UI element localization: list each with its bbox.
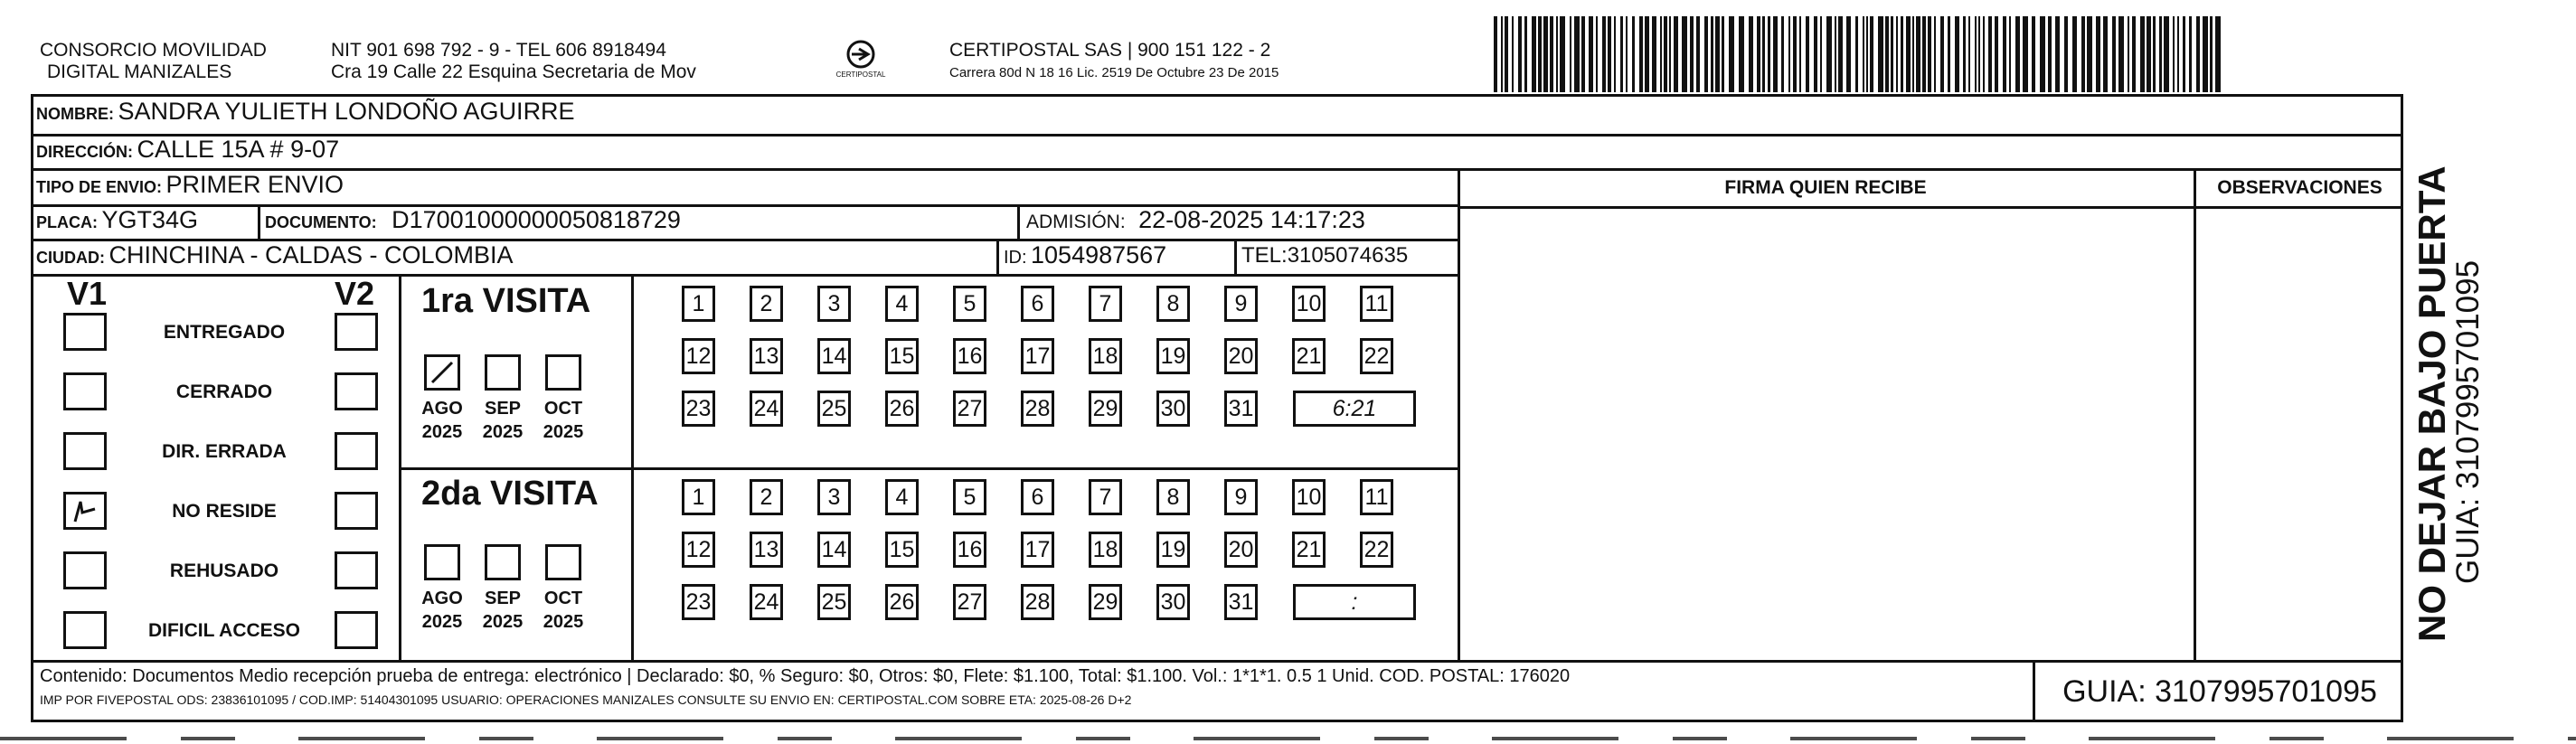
barcode-bar: [1524, 16, 1527, 92]
barcode-bar: [1793, 16, 1797, 92]
year-label: 2025: [421, 612, 463, 632]
barcode-bar: [1501, 16, 1503, 92]
day-box[interactable]: 4: [885, 286, 919, 322]
barcode-bar: [1589, 16, 1593, 92]
side-guia: GUIA: 3107995701095: [2450, 259, 2486, 584]
month-label: OCT: [543, 589, 583, 608]
day-box[interactable]: 13: [750, 532, 783, 568]
barcode-bar: [2210, 16, 2213, 92]
barcode-bar: [1532, 16, 1536, 92]
barcode-bar: [1781, 16, 1784, 92]
day-box[interactable]: 31: [1224, 584, 1258, 620]
day-box[interactable]: 7: [1089, 286, 1122, 322]
day-box[interactable]: 19: [1156, 532, 1190, 568]
day-box[interactable]: 18: [1089, 338, 1122, 374]
day-box[interactable]: 3: [817, 479, 851, 515]
barcode-bar: [2103, 16, 2108, 92]
day-box[interactable]: 22: [1360, 532, 1393, 568]
day-box[interactable]: 25: [817, 391, 851, 427]
barcode-bar: [1768, 16, 1770, 92]
barcode-bar: [2048, 16, 2052, 92]
barcode-bar: [1749, 16, 1753, 92]
barcode-bar: [2132, 16, 2136, 92]
barcode-bar: [2112, 16, 2116, 92]
barcode-bar: [1963, 16, 1966, 92]
month-checkbox[interactable]: [485, 544, 521, 580]
day-box[interactable]: 6: [1021, 286, 1054, 322]
day-box[interactable]: 11: [1360, 479, 1393, 515]
year-label: 2025: [482, 612, 524, 632]
barcode-bar: [1891, 16, 1893, 92]
ciudad-label: CIUDAD:: [36, 249, 105, 267]
day-box[interactable]: 29: [1089, 584, 1122, 620]
barcode-bar: [1975, 16, 1977, 92]
certipostal-logo: [832, 36, 890, 87]
barcode-bar: [1866, 16, 1868, 92]
courier-address: Carrera 80d N 18 16 Lic. 2519 De Octubre 23 De 2015: [949, 65, 1279, 80]
day-box[interactable]: 15: [885, 338, 919, 374]
barcode-bar: [1645, 16, 1649, 92]
barcode-bar: [2081, 16, 2085, 92]
day-box[interactable]: 12: [682, 532, 715, 568]
v2-checkbox[interactable]: [335, 492, 378, 530]
tel-cell: [1241, 243, 1408, 268]
barcode-bar: [2072, 16, 2077, 92]
barcode-bar: [2173, 16, 2175, 92]
year-label: 2025: [421, 422, 463, 442]
barcode-bar: [1940, 16, 1944, 92]
tel-value: 3105074635: [1287, 243, 1409, 268]
barcode-bar: [1806, 16, 1809, 92]
day-box[interactable]: 9: [1224, 286, 1258, 322]
barcode-bar: [1632, 16, 1635, 92]
day-box[interactable]: 13: [750, 338, 783, 374]
day-box[interactable]: 14: [817, 338, 851, 374]
day-box[interactable]: 23: [682, 391, 715, 427]
time-box[interactable]: :: [1293, 584, 1416, 620]
visit2-title: 2da VISITA: [421, 475, 599, 513]
barcode-bar: [2196, 16, 2200, 92]
month-checkbox[interactable]: [485, 354, 521, 391]
day-box[interactable]: 26: [885, 391, 919, 427]
v2-header: V2: [335, 275, 375, 312]
barcode-bar: [1863, 16, 1864, 92]
barcode-bar: [1602, 16, 1606, 92]
barcode-bar: [1660, 16, 1662, 92]
month-label: SEP: [484, 589, 522, 608]
tipo-value: PRIMER ENVIO: [165, 171, 344, 198]
documento-label: DOCUMENTO:: [265, 213, 377, 231]
barcode-bar: [1652, 16, 1656, 92]
barcode-bar: [1885, 16, 1889, 92]
v1-checkbox[interactable]: [63, 611, 107, 649]
barcode-bar: [1690, 16, 1694, 92]
barcode-bar: [2118, 16, 2124, 92]
barcode-bar: [1762, 16, 1765, 92]
barcode-bar: [1916, 16, 1920, 92]
admision-value: 22-08-2025 14:17:23: [1138, 206, 1365, 233]
barcode-bar: [1838, 16, 1843, 92]
day-box[interactable]: 24: [750, 391, 783, 427]
day-box[interactable]: 15: [885, 532, 919, 568]
placa-label: PLACA:: [36, 213, 98, 231]
barcode-bar: [2096, 16, 2100, 92]
barcode-bar: [1878, 16, 1883, 92]
barcode-bar: [1711, 16, 1713, 92]
day-box[interactable]: 8: [1156, 286, 1190, 322]
day-box[interactable]: 18: [1089, 532, 1122, 568]
direccion-row: [36, 136, 339, 164]
courier-name: CERTIPOSTAL SAS | 900 151 122 - 2: [949, 40, 1271, 61]
barcode-bar: [1814, 16, 1817, 92]
month-label: AGO: [421, 399, 463, 419]
day-box[interactable]: 21: [1292, 338, 1326, 374]
barcode-bar: [1614, 16, 1616, 92]
barcode-bar: [1773, 16, 1778, 92]
month-label: SEP: [484, 399, 522, 419]
barcode-bar: [1722, 16, 1724, 92]
day-box[interactable]: 29: [1089, 391, 1122, 427]
day-box[interactable]: 20: [1224, 532, 1258, 568]
barcode-bar: [1955, 16, 1959, 92]
observaciones-label: OBSERVACIONES: [2217, 177, 2383, 198]
barcode-bar: [1505, 16, 1508, 92]
barcode-bar: [1639, 16, 1643, 92]
barcode-bar: [1543, 16, 1548, 92]
day-box[interactable]: 10: [1292, 286, 1326, 322]
barcode: [1494, 16, 2224, 92]
id-value: 1054987567: [1031, 241, 1167, 268]
day-box[interactable]: 1: [682, 479, 715, 515]
barcode-bar: [1581, 16, 1585, 92]
barcode-bar: [1518, 16, 1522, 92]
barcode-bar: [1696, 16, 1700, 92]
day-box[interactable]: 17: [1021, 532, 1054, 568]
id-label: ID:: [1004, 248, 1027, 268]
company-address: Cra 19 Calle 22 Esquina Secretaria de Mov: [331, 61, 696, 82]
day-box[interactable]: 14: [817, 532, 851, 568]
v2-checkbox[interactable]: [335, 432, 378, 470]
day-box[interactable]: 17: [1021, 338, 1054, 374]
barcode-bar: [1570, 16, 1571, 92]
v2-checkbox[interactable]: [335, 611, 378, 649]
barcode-bar: [1928, 16, 1931, 92]
day-box[interactable]: 23: [682, 584, 715, 620]
tel-label: TEL:: [1241, 243, 1288, 268]
barcode-bar: [1855, 16, 1858, 92]
barcode-bar: [1556, 16, 1558, 92]
day-box[interactable]: 4: [885, 479, 919, 515]
barcode-bar: [1739, 16, 1744, 92]
barcode-bar: [2055, 16, 2060, 92]
barcode-bar: [1870, 16, 1873, 92]
barcode-bar: [2023, 16, 2028, 92]
barcode-bar: [1626, 16, 1628, 92]
status-option-label: NO RESIDE: [172, 501, 277, 522]
v2-checkbox[interactable]: [335, 372, 378, 410]
month-checkbox[interactable]: [545, 354, 581, 391]
company-name: [40, 40, 267, 83]
day-box[interactable]: 6: [1021, 479, 1054, 515]
barcode-bar: [1934, 16, 1936, 92]
barcode-bar: [1983, 16, 1985, 92]
company-details: [331, 40, 696, 83]
barcode-bar: [1968, 16, 1970, 92]
documento-value: D17001000000050818729: [392, 206, 681, 233]
tipo-label: TIPO DE ENVIO:: [36, 178, 163, 196]
v2-checkbox[interactable]: [335, 551, 378, 589]
month-checkbox[interactable]: [545, 544, 581, 580]
barcode-bar: [2159, 16, 2162, 92]
barcode-bar: [1560, 16, 1565, 92]
bottom-edge-strokes: [0, 737, 2576, 740]
day-box[interactable]: 9: [1224, 479, 1258, 515]
time-box[interactable]: 6:21: [1293, 391, 1416, 427]
barcode-bar: [1669, 16, 1671, 92]
barcode-bar: [2203, 16, 2208, 92]
barcode-bar: [2064, 16, 2068, 92]
status-option-label: REHUSADO: [169, 560, 279, 581]
barcode-bar: [2189, 16, 2192, 92]
barcode-bar: [1912, 16, 1914, 92]
day-box[interactable]: 12: [682, 338, 715, 374]
ciudad-cell: [36, 241, 514, 269]
day-box[interactable]: 27: [953, 584, 986, 620]
day-box[interactable]: 19: [1156, 338, 1190, 374]
day-box[interactable]: 31: [1224, 391, 1258, 427]
tipo-row: [36, 171, 344, 199]
barcode-bar: [2087, 16, 2092, 92]
company-line-2: DIGITAL MANIZALES: [47, 61, 232, 82]
direccion-label: DIRECCIÓN:: [36, 143, 133, 161]
month-label: OCT: [543, 399, 583, 419]
company-line-1: CONSORCIO MOVILIDAD: [40, 40, 267, 61]
barcode-bar: [1835, 16, 1836, 92]
direccion-value: CALLE 15A # 9-07: [137, 136, 340, 163]
barcode-bar: [1846, 16, 1851, 92]
footer-guia: GUIA: 3107995701095: [2062, 674, 2377, 709]
admision-label: ADMISIÓN:: [1026, 212, 1126, 232]
day-box[interactable]: 16: [953, 338, 986, 374]
barcode-bar: [1788, 16, 1790, 92]
barcode-bar: [2215, 16, 2221, 92]
barcode-bar: [1995, 16, 1998, 92]
barcode-bar: [1820, 16, 1822, 92]
barcode-bar: [1826, 16, 1832, 92]
barcode-bar: [1988, 16, 1992, 92]
barcode-bar: [1538, 16, 1542, 92]
placa-value: YGT34G: [101, 206, 198, 233]
v2-checkbox[interactable]: [335, 313, 378, 351]
barcode-bar: [2177, 16, 2179, 92]
side-notice: [2412, 136, 2485, 642]
day-box[interactable]: 21: [1292, 532, 1326, 568]
barcode-bar: [1682, 16, 1687, 92]
barcode-bar: [2140, 16, 2145, 92]
month-checkbox[interactable]: [424, 354, 460, 391]
barcode-bar: [2040, 16, 2045, 92]
footer-imp: IMP POR FIVEPOSTAL ODS: 23836101095 / COD.IMP: 51404301095 USUARIO: OPERACIONES MANIZALES CONSULTE SU ENVIO EN: CERTIPOSTAL.COM SOBRE ETA: 2025-08-26 D+2: [40, 692, 1132, 707]
barcode-bar: [2015, 16, 2020, 92]
footer-contenido: Contenido: Documentos Medio recepción prueba de entrega: electrónico | Declarado: $0, % Seguro: $0, Otros: $0, Flete: $1.100, Total: $1.100. Vol.: 1*1*1. 0.5 1 Unid. COD. POSTAL: 176020: [40, 666, 1571, 686]
status-option-label: DIFICIL ACCESO: [147, 620, 300, 641]
v1-header: V1: [67, 275, 108, 312]
day-box[interactable]: 24: [750, 584, 783, 620]
admision-cell: [1026, 206, 1365, 234]
barcode-bar: [1906, 16, 1911, 92]
day-box[interactable]: 20: [1224, 338, 1258, 374]
status-option-label: DIR. ERRADA: [162, 441, 287, 462]
barcode-bar: [2164, 16, 2169, 92]
status-option-label: CERRADO: [175, 381, 273, 402]
firma-label: FIRMA QUIEN RECIBE: [1724, 177, 1927, 198]
barcode-bar: [2147, 16, 2151, 92]
barcode-bar: [1896, 16, 1898, 92]
nombre-label: NOMBRE:: [36, 105, 114, 123]
day-box[interactable]: 10: [1292, 479, 1326, 515]
visit1-title: 1ra VISITA: [421, 282, 591, 320]
barcode-bar: [1799, 16, 1801, 92]
documento-cell: [265, 206, 681, 234]
day-box[interactable]: 30: [1156, 584, 1190, 620]
barcode-bar: [1596, 16, 1598, 92]
day-box[interactable]: 2: [750, 479, 783, 515]
barcode-bar: [1729, 16, 1734, 92]
barcode-bar: [1704, 16, 1708, 92]
month-checkbox[interactable]: [424, 544, 460, 580]
day-box[interactable]: 28: [1021, 391, 1054, 427]
day-box[interactable]: 22: [1360, 338, 1393, 374]
barcode-bar: [1715, 16, 1720, 92]
barcode-bar: [2183, 16, 2185, 92]
barcode-bar: [2153, 16, 2156, 92]
barcode-bar: [1620, 16, 1623, 92]
barcode-bar: [2032, 16, 2035, 92]
barcode-bar: [1978, 16, 1980, 92]
barcode-bar: [2009, 16, 2011, 92]
barcode-bar: [2128, 16, 2129, 92]
ciudad-value: CHINCHINA - CALDAS - COLOMBIA: [109, 241, 514, 268]
barcode-bar: [1608, 16, 1611, 92]
v1-checkbox[interactable]: [63, 432, 107, 470]
year-label: 2025: [482, 422, 524, 442]
v1-checkbox[interactable]: [63, 492, 107, 530]
day-box[interactable]: 26: [885, 584, 919, 620]
day-box[interactable]: 2: [750, 286, 783, 322]
day-box[interactable]: 5: [953, 479, 986, 515]
barcode-bar: [1948, 16, 1950, 92]
barcode-bar: [1664, 16, 1667, 92]
status-option-label: ENTREGADO: [163, 322, 286, 343]
nombre-row: [36, 98, 575, 126]
barcode-bar: [1574, 16, 1580, 92]
year-label: 2025: [543, 612, 584, 632]
day-box[interactable]: 28: [1021, 584, 1054, 620]
day-box[interactable]: 7: [1089, 479, 1122, 515]
barcode-bar: [1550, 16, 1553, 92]
barcode-bar: [1901, 16, 1903, 92]
day-box[interactable]: 1: [682, 286, 715, 322]
day-box[interactable]: 27: [953, 391, 986, 427]
day-box[interactable]: 11: [1360, 286, 1393, 322]
barcode-bar: [1512, 16, 1514, 92]
v1-checkbox[interactable]: [63, 372, 107, 410]
side-warning: NO DEJAR BAJO PUERTA: [2411, 165, 2453, 642]
v1-checkbox[interactable]: [63, 551, 107, 589]
logo-text: CERTIPOSTAL: [835, 71, 886, 79]
day-box[interactable]: 5: [953, 286, 986, 322]
day-box[interactable]: 30: [1156, 391, 1190, 427]
day-box[interactable]: 25: [817, 584, 851, 620]
nombre-value: SANDRA YULIETH LONDOÑO AGUIRRE: [118, 98, 575, 125]
day-box[interactable]: 16: [953, 532, 986, 568]
barcode-bar: [2003, 16, 2006, 92]
id-cell: [1004, 241, 1166, 269]
day-box[interactable]: 3: [817, 286, 851, 322]
day-box[interactable]: 8: [1156, 479, 1190, 515]
barcode-bar: [1674, 16, 1678, 92]
company-nit: NIT 901 698 792 - 9 - TEL 606 8918494: [331, 40, 666, 61]
year-label: 2025: [543, 422, 584, 442]
placa-cell: [36, 206, 198, 234]
v1-checkbox[interactable]: [63, 313, 107, 351]
barcode-bar: [1494, 16, 1497, 92]
barcode-bar: [1922, 16, 1926, 92]
month-label: AGO: [421, 589, 463, 608]
barcode-bar: [1757, 16, 1760, 92]
